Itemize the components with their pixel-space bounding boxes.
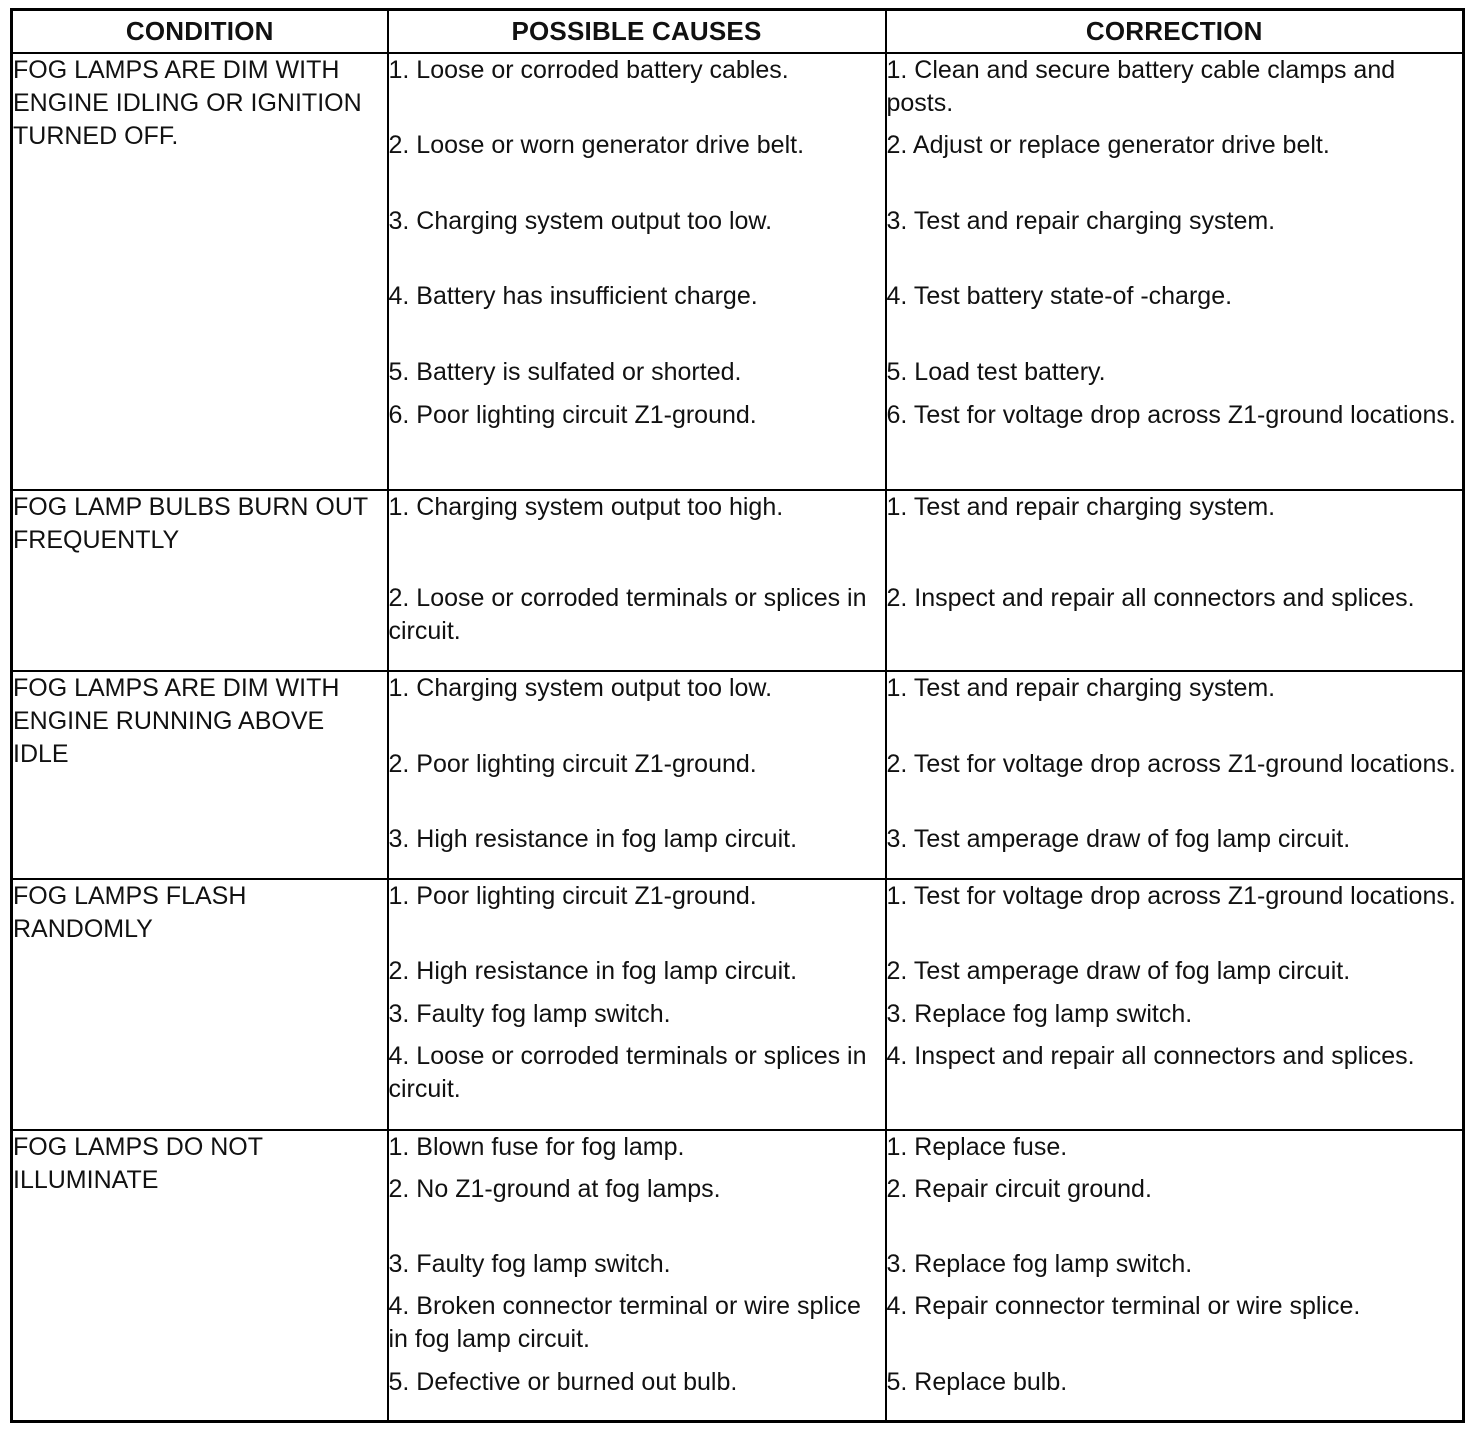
correction-item: 3. Test amperage draw of fog lamp circuit. <box>886 825 1351 853</box>
table-row <box>12 1130 1464 1421</box>
table-row <box>12 490 1464 671</box>
cause-item: 2. Loose or corroded terminals or splices in circuit. <box>388 584 867 645</box>
cause-item: 4. Broken connector terminal or wire splice in fog lamp circuit. <box>388 1292 861 1353</box>
possible-causes-cell <box>388 53 886 490</box>
cause-item: 2. Poor lighting circuit Z1-ground. <box>388 750 757 778</box>
cause-item: 1. Loose or corroded battery cables. <box>388 56 789 84</box>
correction-cell <box>886 879 1464 1130</box>
correction-item: 1. Replace fuse. <box>886 1133 1068 1161</box>
correction-item: 2. Adjust or replace generator drive belt. <box>886 131 1330 159</box>
condition-header: CONDITION <box>12 10 388 54</box>
possible-causes-cell <box>388 879 886 1130</box>
possible-causes-cell <box>388 1130 886 1421</box>
cause-item: 2. Loose or worn generator drive belt. <box>388 131 805 159</box>
correction-cell <box>886 53 1464 490</box>
header-row <box>12 10 1464 54</box>
correction-item: 6. Test for voltage drop across Z1-ground locations. <box>886 401 1456 429</box>
correction-item: 1. Clean and secure battery cable clamps and posts. <box>886 56 1396 117</box>
correction-item: 3. Test and repair charging system. <box>886 207 1276 235</box>
table-row <box>12 53 1464 490</box>
cause-item: 2. No Z1-ground at fog lamps. <box>388 1175 721 1203</box>
correction-item: 2. Repair circuit ground. <box>886 1175 1152 1203</box>
cause-item: 3. High resistance in fog lamp circuit. <box>388 825 798 853</box>
correction-item: 5. Load test battery. <box>886 358 1106 386</box>
diagnosis-table <box>10 8 1465 1423</box>
correction-item: 5. Replace bulb. <box>886 1368 1068 1396</box>
cause-item: 4. Loose or corroded terminals or splices in circuit. <box>388 1042 867 1103</box>
correction-item: 2. Test amperage draw of fog lamp circuit. <box>886 957 1351 985</box>
correction-item: 1. Test for voltage drop across Z1-ground locations. <box>886 882 1456 910</box>
cause-item: 1. Blown fuse for fog lamp. <box>388 1133 685 1161</box>
correction-item: 1. Test and repair charging system. <box>886 493 1276 521</box>
correction-header: CORRECTION <box>886 10 1464 54</box>
cause-item: 3. Faulty fog lamp switch. <box>388 1250 671 1278</box>
correction-item: 4. Test battery state-of -charge. <box>886 282 1233 310</box>
table-row <box>12 671 1464 879</box>
correction-item: 4. Repair connector terminal or wire splice. <box>886 1292 1361 1320</box>
table-row <box>12 879 1464 1130</box>
correction-cell <box>886 490 1464 671</box>
cause-item: 3. Faulty fog lamp switch. <box>388 1000 671 1028</box>
cause-item: 1. Poor lighting circuit Z1-ground. <box>388 882 757 910</box>
correction-item: 3. Replace fog lamp switch. <box>886 1000 1193 1028</box>
cause-item: 1. Charging system output too high. <box>388 493 784 521</box>
correction-cell <box>886 671 1464 879</box>
condition-cell: FOG LAMPS FLASH RANDOMLY <box>12 879 388 1130</box>
condition-cell: FOG LAMPS DO NOT ILLUMINATE <box>12 1130 388 1421</box>
cause-item: 3. Charging system output too low. <box>388 207 773 235</box>
possible-causes-cell <box>388 671 886 879</box>
correction-item: 4. Inspect and repair all connectors and splices. <box>886 1042 1415 1070</box>
cause-item: 4. Battery has insufficient charge. <box>388 282 758 310</box>
condition-cell: FOG LAMP BULBS BURN OUT FREQUENTLY <box>12 490 388 671</box>
cause-item: 1. Charging system output too low. <box>388 674 773 702</box>
possible-causes-cell <box>388 490 886 671</box>
condition-cell: FOG LAMPS ARE DIM WITH ENGINE RUNNING ABOVE IDLE <box>12 671 388 879</box>
correction-cell <box>886 1130 1464 1421</box>
correction-item: 2. Test for voltage drop across Z1-ground locations. <box>886 750 1456 778</box>
correction-item: 3. Replace fog lamp switch. <box>886 1250 1193 1278</box>
cause-item: 2. High resistance in fog lamp circuit. <box>388 957 798 985</box>
possible-causes-header: POSSIBLE CAUSES <box>388 10 886 54</box>
cause-item: 6. Poor lighting circuit Z1-ground. <box>388 401 757 429</box>
correction-item: 2. Inspect and repair all connectors and splices. <box>886 584 1415 612</box>
correction-item: 1. Test and repair charging system. <box>886 674 1276 702</box>
condition-cell: FOG LAMPS ARE DIM WITH ENGINE IDLING OR IGNITION TURNED OFF. <box>12 53 388 490</box>
cause-item: 5. Defective or burned out bulb. <box>388 1368 738 1396</box>
cause-item: 5. Battery is sulfated or shorted. <box>388 358 742 386</box>
